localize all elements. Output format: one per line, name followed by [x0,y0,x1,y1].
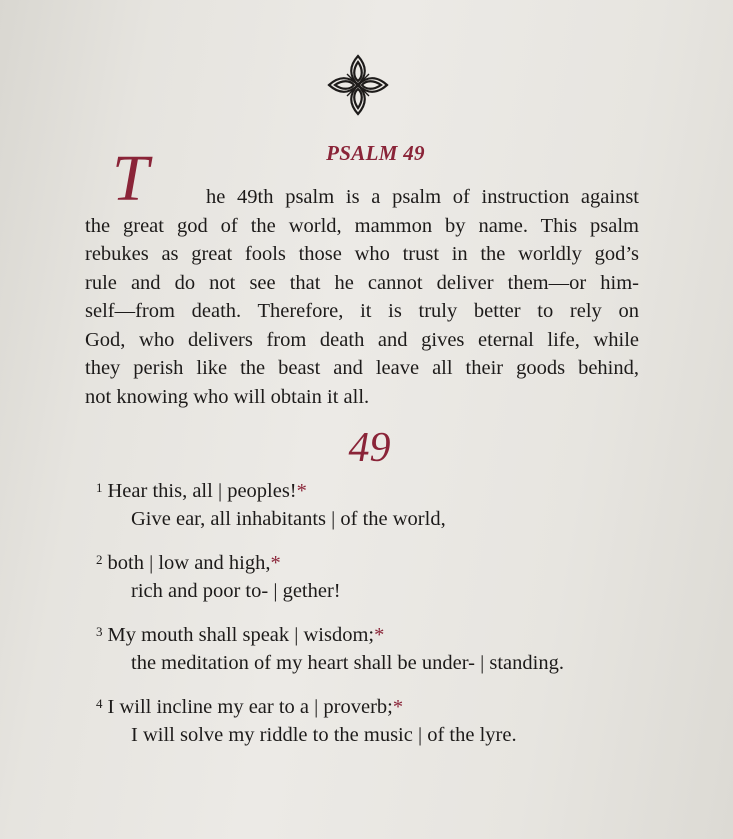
verse-line [96,546,564,577]
verse-text: gether! [277,580,341,602]
verse-line [96,690,564,721]
asterisk-mark: * [270,552,281,574]
psalm-number-heading: 49 [348,425,391,471]
verse-text: Give ear, all inhabitants [131,508,332,530]
verse-text: of the lyre. [422,724,517,746]
intro-line: they perish like the beast and leave all their goods behind, [85,357,639,379]
intro-line: God, who delivers from death and gives eternal life, while [85,328,639,351]
verse-line [96,474,564,505]
pointing-bar: | [331,508,336,530]
verse-text: Hear this, all [107,480,218,502]
verse-line [96,649,564,677]
verse-number: 2 [96,552,103,567]
intro-line: he 49th psalm is a psalm of instruction against [206,186,639,208]
verse-text: peoples! [222,480,297,502]
verse-line [96,505,564,533]
intro-line: self—from death. Therefore, it is truly better to rely on [85,300,639,322]
verse-text: wisdom; [298,624,375,646]
intro-paragraph [85,183,639,411]
verse-text: of the world, [335,508,446,530]
intro-line: the great god of the world, mammon by name. This psalm [85,214,639,237]
verse [96,618,564,677]
verse-text: low and high, [153,552,271,574]
pointing-bar: | [217,480,223,502]
verse-number: 3 [96,624,103,639]
verse-line [96,618,564,649]
psalm-title: PSALM 49 [326,141,425,165]
quatrefoil-cross-icon [325,52,391,118]
verse-text: I will solve my riddle to the music [131,724,418,746]
verse-text: rich and poor to- [131,580,274,602]
verse-text: proverb; [318,696,393,718]
verse-text: standing. [484,652,564,674]
pointing-bar: | [417,724,423,746]
verse-line [96,721,564,749]
intro-line: rule and do not see that he cannot deliver them—or him- [85,271,639,294]
intro-line: rebukes as great fools those who trust in the worldly god’s [85,243,639,265]
verse-text: the meditation of my heart shall be under- [131,652,481,674]
pointing-bar: | [294,624,299,646]
verse-list [96,474,564,762]
verse-text: both [107,552,150,574]
asterisk-mark: * [296,480,307,502]
pointing-bar: | [273,580,278,602]
verse-text: I will incline my ear to a [107,696,315,718]
pointing-bar: | [314,696,319,718]
verse-number: 1 [96,480,103,495]
verse [96,690,564,749]
verse [96,546,564,605]
verse-number: 4 [96,696,103,711]
asterisk-mark: * [392,696,404,718]
pointing-bar: | [480,652,485,674]
asterisk-mark: * [374,624,385,646]
intro-line: not knowing who will obtain it all. [85,385,370,408]
verse-text: My mouth shall speak [107,624,295,646]
pointing-bar: | [149,552,154,574]
verse-line [96,577,564,605]
verse [96,474,564,533]
drop-cap: T [112,142,149,215]
